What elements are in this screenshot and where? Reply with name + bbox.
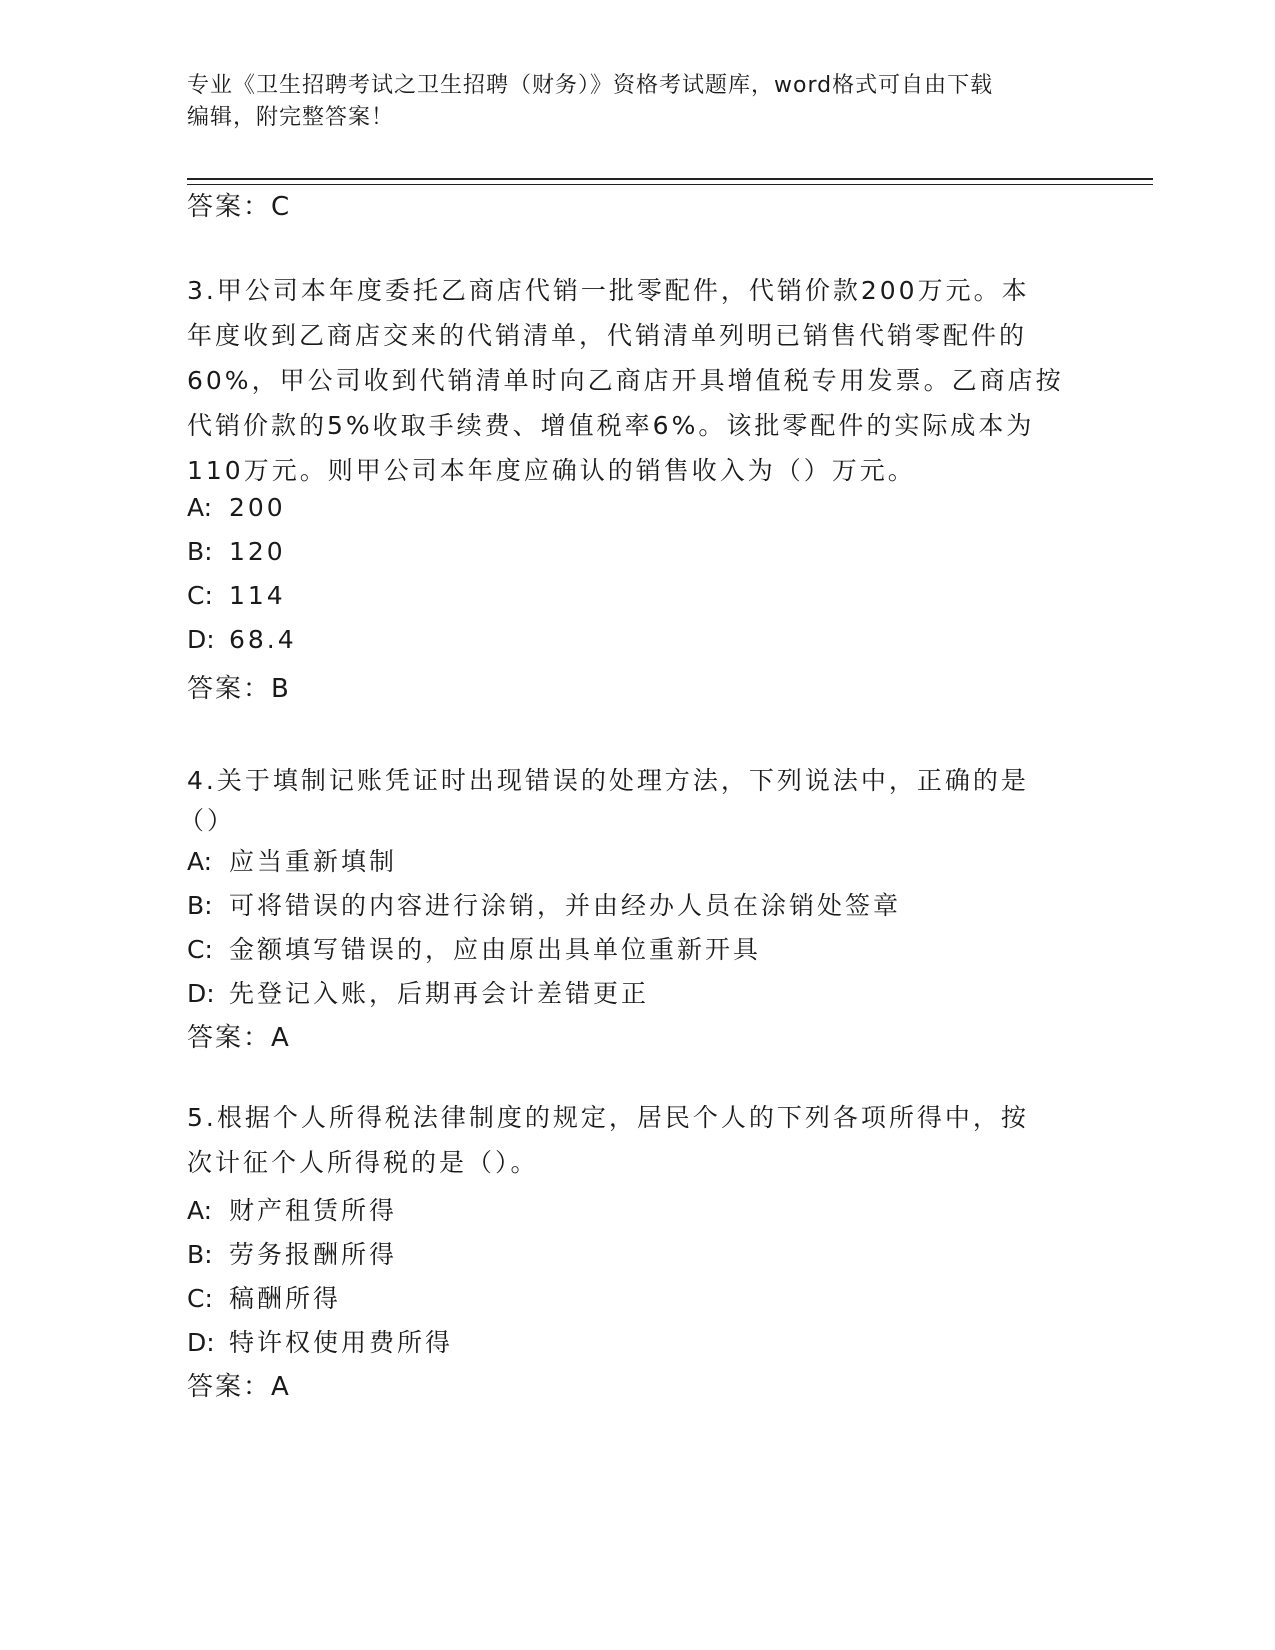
answer-label: 答案： [187,1023,272,1053]
option-text: 68.4 [229,625,297,654]
answer-label: 答案： [187,192,272,222]
question-line: 次计征个人所得税的是（）。 [187,1148,539,1177]
option-text: 114 [229,581,286,610]
option-text: 可将错误的内容进行涂销，并由经办人员在涂销处签章 [229,891,902,920]
option-b [187,886,901,922]
header-line-1: 专业《卫生招聘考试之卫生招聘（财务）》资格考试题库，word格式可自由下载 [187,73,994,98]
header-line-2: 编辑，附完整答案！ [187,105,395,130]
option-key: A: [187,493,213,522]
answer-5 [187,1366,291,1403]
question-5 [187,1095,1067,1185]
answer-value: B [271,674,291,704]
option-d [187,1323,453,1359]
question-line: 5.根据个人所得税法律制度的规定，居民个人的下列各项所得中，按 [187,1103,1029,1132]
question-line: 4.关于填制记账凭证时出现错误的处理方法，下列说法中，正确的是 [187,766,1029,795]
answer-value: C [271,192,292,222]
option-d [187,974,649,1010]
option-c [187,581,286,610]
option-b [187,1235,397,1271]
option-text: 200 [229,493,286,522]
answer-4 [187,1017,291,1054]
option-text: 劳务报酬所得 [229,1240,398,1269]
header-divider [187,178,1153,180]
option-key: C: [187,935,213,964]
answer-3 [187,668,291,705]
question-4 [179,758,1067,839]
option-a [187,842,397,878]
option-d [187,625,297,654]
answer-value: A [271,1372,291,1402]
option-a [187,1191,397,1227]
option-key: D: [187,1328,215,1357]
option-text: 特许权使用费所得 [229,1328,454,1357]
option-key: D: [187,625,215,654]
option-key: B: [187,1240,213,1269]
option-key: B: [187,891,213,920]
option-key: A: [187,847,213,876]
option-key: D: [187,979,215,1008]
question-line: 代销价款的5%收取手续费、增值税率6%。该批零配件的实际成本为 [187,411,1035,440]
option-key: B: [187,537,213,566]
option-b [187,537,286,566]
answer-label: 答案： [187,674,272,704]
prev-answer [187,186,291,223]
answer-label: 答案： [187,1372,272,1402]
question-3 [187,268,1067,493]
question-line: 年度收到乙商店交来的代销清单，代销清单列明已销售代销零配件的 [187,321,1028,350]
option-text: 120 [229,537,286,566]
option-text: 财产租赁所得 [229,1196,398,1225]
option-c [187,1279,341,1315]
answer-value: A [271,1023,291,1053]
question-line: （） [179,806,236,835]
option-key: C: [187,1284,213,1313]
question-line: 60%，甲公司收到代销清单时向乙商店开具增值税专用发票。乙商店按 [187,366,1064,395]
option-key: C: [187,581,213,610]
header-divider-thin [187,184,1153,185]
option-text: 金额填写错误的，应由原出具单位重新开具 [229,935,762,964]
option-c [187,930,761,966]
question-line: 3.甲公司本年度委托乙商店代销一批零配件，代销价款200万元。本 [187,276,1030,305]
option-a [187,493,286,522]
option-text: 稿酬所得 [229,1284,342,1313]
option-key: A: [187,1196,213,1225]
option-text: 先登记入账，后期再会计差错更正 [229,979,650,1008]
document-header [187,70,1067,134]
option-text: 应当重新填制 [229,847,398,876]
question-line: 110万元。则甲公司本年度应确认的销售收入为（）万元。 [187,456,916,485]
